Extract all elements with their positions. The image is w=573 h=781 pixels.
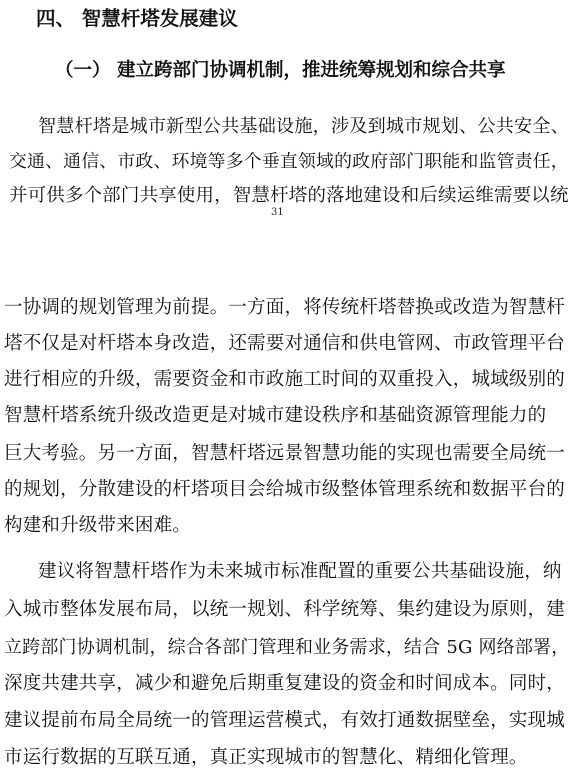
subsection-heading: （一） 建立跨部门协调机制，推进统筹规划和综合共享 (55, 60, 506, 81)
paragraph-line: 交通、通信、市政、环境等多个垂直领域的政府部门职能和监管责任， (9, 151, 569, 172)
paragraph-line: 建议将智慧杆塔作为未来城市标准配置的重要公共基础设施，纳 (38, 561, 562, 582)
paragraph-line: 巨大考验。另一方面，智慧杆塔远景智慧功能的实现也需要全局统一 (4, 443, 566, 464)
paragraph-line: 建议提前布局全局统一的管理运营模式，有效打通数据壁垒，实现城 (4, 710, 566, 731)
page-number: 31 (271, 207, 284, 218)
section-heading: 四、 智慧杆塔发展建议 (36, 7, 238, 30)
paragraph-line: 塔不仅是对杆塔本身改造，还需要对通信和供电管网、市政管理平台 (4, 333, 566, 354)
paragraph-line: 入城市整体发展布局，以统一规划、科学统筹、集约建设为原则，建 (4, 599, 566, 620)
paragraph-line: 并可供多个部门共享使用，智慧杆塔的落地建设和后续运维需要以统 (9, 185, 569, 206)
paragraph-line: 深度共建共享，减少和避免后期重复建设的资金和时间成本。同时， (4, 673, 566, 694)
paragraph-line: 立跨部门协调机制，综合各部门管理和业务需求，结合 5G 网络部署， (4, 637, 570, 658)
paragraph-line: 进行相应的升级，需要资金和市政施工时间的双重投入，城域级别的 (4, 369, 566, 390)
paragraph-line: 智慧杆塔系统升级改造更是对城市建设秩序和基础资源管理能力的 (4, 405, 547, 426)
paragraph-line: 智慧杆塔是城市新型公共基础设施，涉及到城市规划、公共安全、 (38, 116, 569, 137)
paragraph-line: 构建和升级带来困难。 (4, 515, 192, 536)
paragraph-line: 的规划，分散建设的杆塔项目会给城市级整体管理系统和数据平台的 (4, 479, 566, 500)
paragraph-line: 市运行数据的互联互通，真正实现城市的智慧化、精细化管理。 (4, 747, 528, 768)
paragraph-line: 一协调的规划管理为前提。一方面，将传统杆塔替换或改造为智慧杆 (4, 297, 566, 318)
